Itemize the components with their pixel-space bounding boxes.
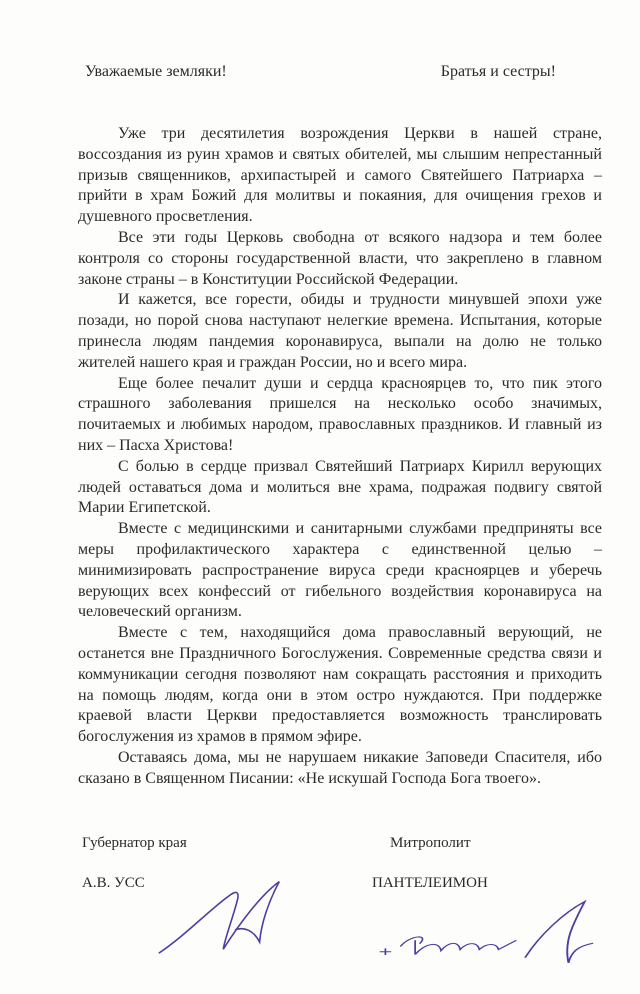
signature-block <box>78 834 602 974</box>
metropolitan-signature-block <box>372 834 602 974</box>
paragraph: Вместе с тем, находящийся дома православный верующий, не останется вне Праздничного Богослужения. Современные средства связи и коммуникации сегодня позволяют нам сокращать расстояния и приходить на помощь людям, когда они в этом остро нуждаются. При поддержке краевой власти Церкви предоставляется возможность транслировать богослужения из храмов в прямом эфире. <box>78 624 602 746</box>
governor-name: А.В. УСС <box>82 874 145 891</box>
paragraph: Все эти годы Церковь свободна от всякого надзора и тем более контроля со стороны государственной власти, что закреплено в главном законе страны – в Конституции Российской Федерации. <box>78 228 602 288</box>
governor-title: Губернатор края <box>82 834 187 851</box>
metropolitan-title: Митрополит <box>390 834 471 851</box>
letter-body <box>78 124 602 790</box>
metropolitan-name: ПАНТЕЛЕИМОН <box>372 874 488 891</box>
greeting-right: Братья и сестры! <box>440 63 556 80</box>
governor-signature <box>152 864 312 969</box>
greetings <box>78 62 602 82</box>
paragraph: И кажется, все горести, обиды и трудности минувшей эпохи уже позади, но порой снова наступают нелегкие времена. Испытания, которые принесла людям пандемия коронавируса, выпали на долю не только жителей нашего края и граждан России, но и всего мира. <box>78 291 602 371</box>
governor-signature-block <box>82 834 312 974</box>
metropolitan-signature <box>372 896 602 974</box>
paragraph: Уже три десятилетия возрождения Церкви в нашей стране, воссоздания из руин храмов и святых обителей, мы слышим непрестанный призыв священников, архипастырей и самого Святейшего Патриарха – прийти в храм Божий для молитвы и покаяния, для очищения грехов и душевного просветления. <box>78 125 602 226</box>
paragraph: Вместе с медицинскими и санитарными службами предприняты все меры профилактического характера с единственной целью – минимизировать распространение вируса среди красноярцев и уберечь верующих всех конфессий от гибельного воздействия коронавируса на человеческий организм. <box>78 520 602 621</box>
paragraph: Еще более печалит души и сердца красноярцев то, что пик этого страшного заболевания пришелся на несколько особо значимых, почитаемых и любимых народом, православных праздников. И главный из них – Пасха Христова! <box>78 374 602 454</box>
paragraph: С болью в сердце призвал Святейший Патриарх Кирилл верующих людей оставаться дома и молиться вне храма, подражая подвигу святой Марии Египетской. <box>78 457 602 517</box>
paragraph: Оставаясь дома, мы не нарушаем никакие Заповеди Спасителя, ибо сказано в Священном Писании: «Не искушай Господа Бога твоего». <box>78 748 602 787</box>
greeting-left: Уважаемые земляки! <box>85 63 227 80</box>
